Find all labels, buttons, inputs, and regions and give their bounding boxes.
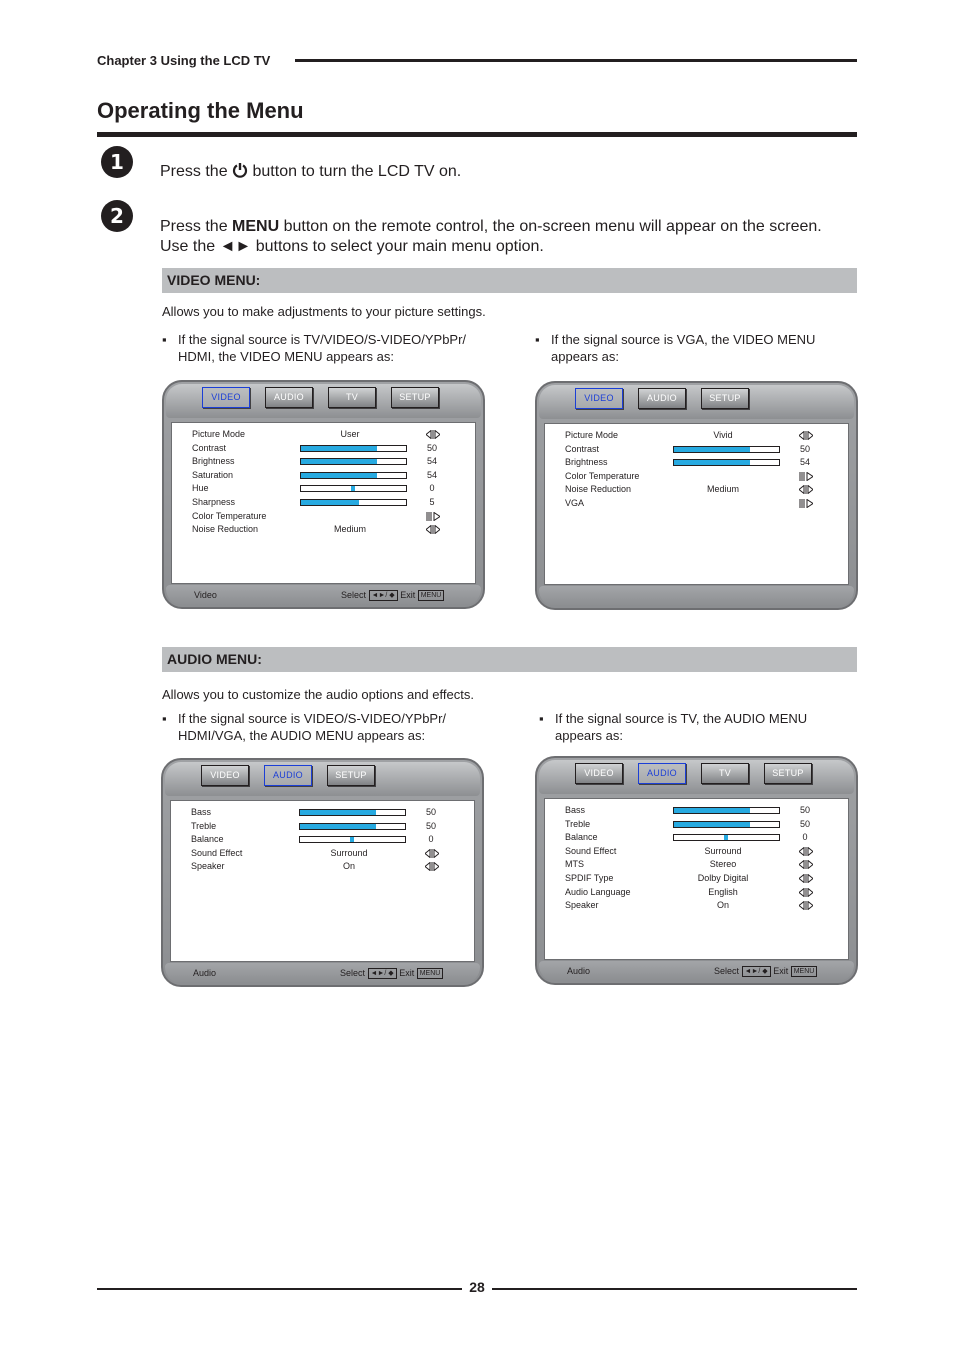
osd-slider[interactable] <box>673 821 780 828</box>
page-title: Operating the Menu <box>97 98 304 123</box>
osd-row[interactable] <box>545 900 848 913</box>
left-right-arrows-icon[interactable] <box>426 430 440 439</box>
menu-key-icon: MENU <box>418 590 445 601</box>
osd-tab-video[interactable]: VIDEO <box>575 763 623 784</box>
osd-row-label: Contrast <box>565 443 600 454</box>
osd-row-label: SPDIF Type <box>565 873 614 883</box>
osd-slider-fill <box>674 808 750 813</box>
osd-row-number: 54 <box>426 456 437 467</box>
video-bullet-left: ▪ If the signal source is TV/VIDEO/S-VIDEO/YPbPr/ HDMI, the VIDEO MENU appears as: <box>162 332 467 364</box>
select-hint: Select <box>340 968 366 978</box>
osd-slider-fill <box>301 473 377 478</box>
osd-row-number: 50 <box>799 818 810 829</box>
osd-row-label: Picture Mode <box>192 429 246 439</box>
osd-slider-fill <box>674 822 750 827</box>
step-2-text-after: button on the remote control, the on-screen menu will appear on the screen. Use the ◄► buttons to select your main menu option. <box>160 218 822 255</box>
enter-arrow-icon[interactable] <box>799 499 813 508</box>
osd-row[interactable] <box>545 887 848 900</box>
osd-tab-video[interactable]: VIDEO <box>201 765 249 786</box>
step-1-number: 1 <box>101 146 133 178</box>
osd-row[interactable] <box>545 457 848 470</box>
osd-slider[interactable] <box>300 472 407 479</box>
menu-key-icon: MENU <box>417 968 444 979</box>
title-rule <box>97 132 857 137</box>
osd-status-bar <box>166 585 481 605</box>
osd-footer-label: Video <box>194 590 217 600</box>
osd-row-label: Contrast <box>192 442 227 453</box>
osd-row[interactable] <box>171 807 474 820</box>
video-menu-intro: Allows you to make adjustments to your picture settings. <box>162 304 486 319</box>
osd-row[interactable] <box>172 429 475 442</box>
osd-slider-fill <box>300 810 376 815</box>
osd-row-label: Speaker <box>191 861 225 872</box>
osd-tab-tv[interactable]: TV <box>701 763 749 784</box>
step-2-text <box>160 217 850 257</box>
osd-tab-video[interactable]: VIDEO <box>575 388 623 409</box>
osd-row-label: Noise Reduction <box>192 524 259 535</box>
left-right-arrows-icon[interactable] <box>799 860 813 869</box>
osd-row-label: Bass <box>191 807 212 817</box>
osd-status-bar <box>539 586 854 606</box>
osd-slider[interactable] <box>300 499 407 506</box>
osd-menu-body <box>544 798 849 960</box>
osd-row-number: 0 <box>428 834 434 845</box>
exit-hint: Exit <box>400 590 416 600</box>
osd-slider[interactable] <box>300 445 407 452</box>
osd-row-value: Stereo <box>709 859 737 870</box>
osd-slider-fill <box>300 824 376 829</box>
left-right-arrows-icon[interactable] <box>425 849 439 858</box>
osd-row-value: Medium <box>333 524 366 535</box>
osd-row-label: Saturation <box>192 469 234 480</box>
osd-row-label: Sound Effect <box>565 845 617 856</box>
osd-row-label: Picture Mode <box>565 430 619 440</box>
osd-row-label: Balance <box>565 832 598 843</box>
step-1-text <box>160 162 850 182</box>
left-right-arrows-icon[interactable] <box>799 431 813 440</box>
osd-row-number: 0 <box>429 483 435 494</box>
osd-footer-hints <box>714 961 817 981</box>
osd-slider[interactable] <box>299 836 406 843</box>
osd-tab-setup[interactable]: SETUP <box>701 388 749 409</box>
osd-row-value: Surround <box>704 845 742 856</box>
osd-row-value: Surround <box>330 847 368 858</box>
osd-row-label: Color Temperature <box>565 470 640 481</box>
osd-status-bar <box>539 961 854 981</box>
power-icon <box>232 162 248 178</box>
osd-row-number: 50 <box>426 442 437 453</box>
audio-menu-intro: Allows you to customize the audio options and effects. <box>162 687 474 702</box>
osd-row-number: 0 <box>802 832 808 843</box>
osd-slider-marker <box>724 835 728 840</box>
osd-row[interactable] <box>171 848 474 861</box>
osd-slider-fill <box>674 447 750 452</box>
osd-slider[interactable] <box>673 834 780 841</box>
osd-row[interactable] <box>545 846 848 859</box>
osd-row[interactable] <box>545 859 848 872</box>
osd-slider[interactable] <box>673 807 780 814</box>
osd-row-value: User <box>340 429 360 439</box>
arrows-key-icon: ◄►/ ◆ <box>742 966 771 977</box>
osd-menu-body <box>171 422 476 584</box>
osd-row[interactable] <box>171 834 474 847</box>
osd-row-label: Noise Reduction <box>565 484 632 495</box>
osd-audio-menu-video <box>161 758 484 987</box>
osd-row-value: Dolby Digital <box>697 873 749 883</box>
osd-slider[interactable] <box>300 458 407 465</box>
left-right-arrows-icon[interactable] <box>799 847 813 856</box>
osd-row[interactable] <box>545 484 848 497</box>
osd-status-bar <box>165 963 480 983</box>
left-right-arrows-icon[interactable] <box>799 888 813 897</box>
osd-row-value: Vivid <box>713 430 733 440</box>
osd-row[interactable] <box>172 456 475 469</box>
osd-tab-video[interactable]: VIDEO <box>202 387 250 408</box>
osd-row[interactable] <box>172 497 475 510</box>
osd-slider[interactable] <box>299 823 406 830</box>
osd-slider-fill <box>301 446 377 451</box>
osd-row-value: English <box>708 886 738 897</box>
footer-rule-left <box>97 1288 462 1290</box>
osd-row[interactable] <box>172 443 475 456</box>
step-2-text-before: Press the <box>160 218 228 235</box>
osd-row-label: Sharpness <box>192 497 236 507</box>
osd-row-label: Color Temperature <box>192 510 267 521</box>
menu-key-icon: MENU <box>791 966 818 977</box>
left-right-arrows-icon[interactable] <box>799 874 813 883</box>
osd-slider-fill <box>674 460 750 465</box>
arrows-key-icon: ◄►/ ◆ <box>368 968 397 979</box>
osd-row[interactable] <box>545 430 848 443</box>
video-menu-heading: VIDEO MENU: <box>162 268 857 293</box>
osd-row-label: Treble <box>191 820 217 831</box>
osd-slider-fill <box>301 459 377 464</box>
osd-tab-audio[interactable]: AUDIO <box>264 765 312 786</box>
osd-row[interactable] <box>172 524 475 537</box>
osd-row-label: MTS <box>565 859 584 870</box>
osd-row[interactable] <box>545 805 848 818</box>
osd-tab-audio[interactable]: AUDIO <box>638 763 686 784</box>
step-1-text-after: button to turn the LCD TV on. <box>252 163 462 180</box>
video-bullet-right-text: If the signal source is VGA, the VIDEO MENU appears as: <box>551 332 816 364</box>
exit-hint: Exit <box>773 966 789 976</box>
osd-row-label: Brightness <box>565 457 608 468</box>
select-hint: Select <box>714 966 740 976</box>
osd-slider-marker <box>351 486 355 491</box>
osd-row-label: Treble <box>565 818 591 829</box>
menu-button-label: MENU <box>232 218 280 235</box>
osd-footer-hints <box>341 585 444 605</box>
osd-row-value: Medium <box>706 484 739 495</box>
osd-row-label: Sound Effect <box>191 847 243 858</box>
osd-row[interactable] <box>172 470 475 483</box>
osd-slider[interactable] <box>673 446 780 453</box>
osd-menu-body <box>544 423 849 585</box>
osd-row-value: On <box>716 900 729 911</box>
osd-slider-marker <box>350 837 354 842</box>
left-right-arrows-icon[interactable] <box>799 485 813 494</box>
osd-tab-setup[interactable]: SETUP <box>764 763 812 784</box>
left-right-arrows-icon[interactable] <box>426 525 440 534</box>
osd-row[interactable] <box>171 861 474 874</box>
osd-slider[interactable] <box>299 809 406 816</box>
osd-row[interactable] <box>545 819 848 832</box>
audio-bullet-left: ▪ If the signal source is VIDEO/S-VIDEO/YPbPr/ HDMI/VGA, the AUDIO MENU appears as: <box>162 711 447 743</box>
video-bullet-right: ▪ If the signal source is VGA, the VIDEO MENU appears as: <box>535 332 816 364</box>
osd-row[interactable] <box>545 873 848 886</box>
page-number: 28 <box>469 1279 485 1295</box>
osd-row-label: Brightness <box>192 456 235 467</box>
osd-tab-tv[interactable]: TV <box>328 387 376 408</box>
left-right-arrows-icon[interactable] <box>799 901 813 910</box>
osd-audio-menu-tv <box>535 756 858 985</box>
step-1-text-before: Press the <box>160 163 228 180</box>
header-rule <box>295 59 857 62</box>
osd-row[interactable] <box>545 471 848 484</box>
video-bullet-left-text: If the signal source is TV/VIDEO/S-VIDEO/YPbPr/ HDMI, the VIDEO MENU appears as: <box>178 332 467 364</box>
osd-slider-fill <box>301 500 359 505</box>
osd-row-number: 5 <box>429 497 435 507</box>
osd-row-label: Speaker <box>565 900 599 911</box>
osd-footer-label: Audio <box>193 968 217 978</box>
footer-rule-right <box>492 1288 857 1290</box>
osd-row-label: VGA <box>565 498 585 508</box>
enter-arrow-icon[interactable] <box>426 512 440 521</box>
step-2-number: 2 <box>101 200 133 232</box>
osd-row[interactable] <box>172 483 475 496</box>
osd-video-menu-vga <box>535 381 858 610</box>
osd-row-label: Balance <box>191 834 224 845</box>
audio-bullet-right: ▪ If the signal source is TV, the AUDIO MENU appears as: <box>539 711 808 743</box>
osd-row[interactable] <box>171 821 474 834</box>
select-hint: Select <box>341 590 367 600</box>
osd-row-number: 50 <box>425 820 436 831</box>
left-right-arrows-icon[interactable] <box>425 862 439 871</box>
osd-row[interactable] <box>172 511 475 524</box>
audio-menu-heading: AUDIO MENU: <box>162 647 857 672</box>
osd-menu-body <box>170 800 475 962</box>
osd-row-number: 50 <box>799 443 810 454</box>
osd-slider[interactable] <box>673 459 780 466</box>
audio-bullet-left-text: If the signal source is VIDEO/S-VIDEO/YPbPr/ HDMI/VGA, the AUDIO MENU appears as: <box>178 711 447 743</box>
osd-row-number: 54 <box>426 469 437 480</box>
osd-footer-label: Audio <box>567 966 591 976</box>
osd-row[interactable] <box>545 832 848 845</box>
osd-slider[interactable] <box>300 485 407 492</box>
osd-row-number: 54 <box>799 457 810 468</box>
osd-video-menu-tv <box>162 380 485 609</box>
osd-row-label: Bass <box>565 805 586 815</box>
osd-row[interactable] <box>545 498 848 511</box>
osd-row[interactable] <box>545 444 848 457</box>
enter-arrow-icon[interactable] <box>799 472 813 481</box>
arrows-key-icon: ◄►/ ◆ <box>369 590 398 601</box>
osd-tab-audio[interactable]: AUDIO <box>265 387 313 408</box>
chapter-label: Chapter 3 Using the LCD TV <box>97 53 271 68</box>
osd-row-number: 50 <box>425 807 436 817</box>
osd-row-label: Audio Language <box>565 886 631 897</box>
osd-tab-setup[interactable]: SETUP <box>327 765 375 786</box>
osd-row-number: 50 <box>799 805 810 815</box>
osd-row-label: Hue <box>192 483 209 494</box>
osd-tab-audio[interactable]: AUDIO <box>638 388 686 409</box>
osd-row-value: On <box>342 861 355 872</box>
osd-footer-hints <box>340 963 443 983</box>
osd-tab-setup[interactable]: SETUP <box>391 387 439 408</box>
audio-bullet-right-text: If the signal source is TV, the AUDIO MENU appears as: <box>555 711 808 743</box>
exit-hint: Exit <box>399 968 415 978</box>
